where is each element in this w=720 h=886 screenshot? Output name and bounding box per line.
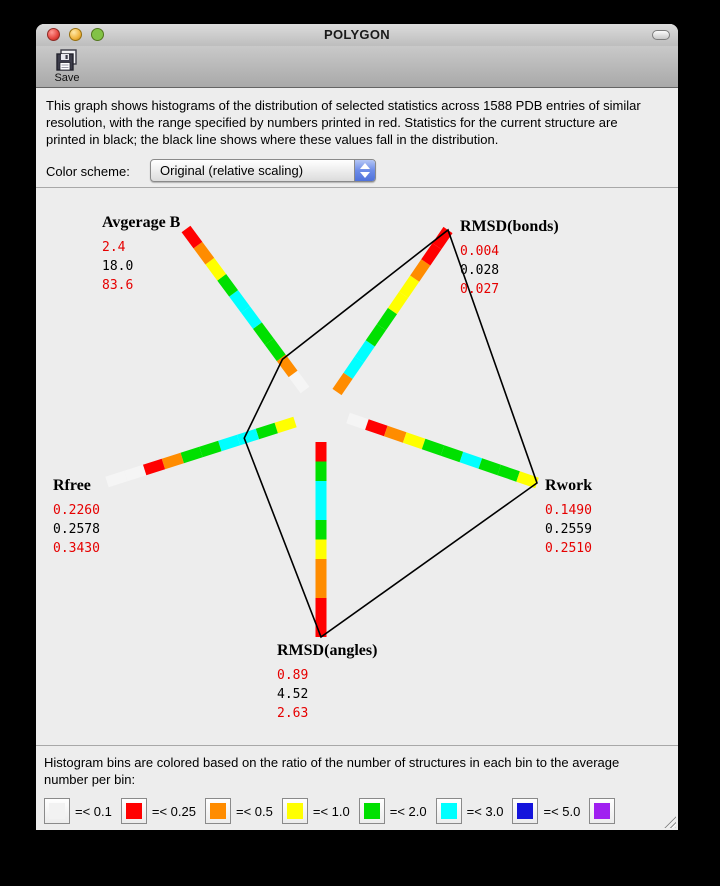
save-button[interactable]: [46, 48, 88, 86]
legend-bin-cyan: [436, 798, 504, 824]
axis-range-max: 83.6: [102, 278, 134, 293]
legend-bin-label: =< 0.25: [151, 803, 196, 819]
save-button-label: Save: [54, 72, 80, 84]
axis-current-value: 0.028: [460, 263, 500, 278]
legend-bin-label: =< 1.0: [312, 803, 350, 819]
swatch-fill: [594, 803, 610, 819]
dropdown-stepper-icon: [354, 160, 375, 181]
axis-range-min: 2.4: [102, 240, 126, 255]
floppy-disk-icon: [46, 48, 88, 72]
title-bar[interactable]: [36, 24, 678, 46]
legend-bin-yellow: [282, 798, 350, 824]
axis-range-max: 2.63: [277, 706, 309, 721]
color-swatch-green: [359, 798, 385, 824]
color-swatch-red: [121, 798, 147, 824]
axis-range-min: 0.89: [277, 668, 309, 683]
legend-bin-blue: [512, 798, 580, 824]
legend-bin-orange: [205, 798, 273, 824]
axis-title: Rwork: [545, 477, 593, 494]
legend-bin-label: =< 3.0: [466, 803, 504, 819]
axis-range-max: 0.2510: [545, 541, 592, 556]
swatch-fill: [517, 803, 533, 819]
color-swatch-yellow: [282, 798, 308, 824]
axis-title: Avgerage B: [102, 214, 181, 231]
axis-range-max: 0.3430: [53, 541, 100, 556]
resize-grip-icon[interactable]: [663, 815, 676, 828]
axis-label-rwork: [545, 477, 592, 558]
chevron-down-icon: [360, 172, 370, 178]
axis-range-min: 0.004: [460, 244, 500, 259]
legend-bin-label: =< 2.0: [389, 803, 427, 819]
axis-range-min: 0.1490: [545, 503, 592, 518]
toolbar: [36, 46, 678, 88]
axis-title: RMSD(bonds): [460, 218, 559, 235]
axis-current-value: 0.2578: [53, 522, 100, 537]
axis-label-rmsd-bonds: [460, 218, 559, 299]
legend-panel: [36, 745, 678, 830]
swatch-fill: [49, 803, 65, 819]
swatch-fill: [364, 803, 380, 819]
legend-bins-row: [44, 798, 624, 824]
legend-bin-green: [359, 798, 427, 824]
axis-label-average-b: [102, 214, 180, 295]
axis-current-value: 18.0: [102, 259, 134, 274]
toolbar-toggle-button[interactable]: [652, 30, 670, 40]
legend-bin-label: =< 0.5: [235, 803, 273, 819]
legend-bin-red: [121, 798, 196, 824]
color-swatch-white: [44, 798, 70, 824]
swatch-fill: [210, 803, 226, 819]
axis-current-value: 4.52: [277, 687, 309, 702]
window-title: POLYGON: [324, 27, 390, 42]
axis-title: RMSD(angles): [277, 642, 378, 659]
color-swatch-orange: [205, 798, 231, 824]
legend-text: Histogram bins are colored based on the ratio of the number of structures in each bin to the average number per bin:: [44, 755, 620, 787]
color-scheme-selected-value: Original (relative scaling): [160, 163, 304, 178]
color-scheme-select[interactable]: [150, 159, 376, 182]
legend-bin-label: =< 0.1: [75, 803, 112, 819]
color-swatch-purple: [589, 798, 615, 824]
axis-range-max: 0.027: [460, 282, 500, 297]
legend-bin-purple: [589, 798, 615, 824]
axis-title: Rfree: [53, 477, 91, 494]
color-scheme-label: Color scheme:: [46, 164, 130, 179]
legend-bin-white: [44, 798, 112, 824]
description-text: This graph shows histograms of the distribution of selected statistics across 1588 PDB entries of similar resolution, with the range specified by numbers printed in red. Statistics for the current structure are printed in black; the black line shows where these values fall in the distribution.: [46, 98, 641, 147]
swatch-fill: [441, 803, 457, 819]
axis-current-value: 0.2559: [545, 522, 592, 537]
color-swatch-blue: [512, 798, 538, 824]
chevron-up-icon: [360, 163, 370, 169]
polygon-window: [36, 24, 678, 830]
legend-bin-label: =< 5.0: [543, 803, 581, 819]
axis-range-min: 0.2260: [53, 503, 100, 518]
axis-label-rmsd-angles: [277, 642, 377, 723]
swatch-fill: [126, 803, 142, 819]
color-swatch-cyan: [436, 798, 462, 824]
info-panel: [36, 89, 678, 188]
swatch-fill: [287, 803, 303, 819]
axis-label-rfree: [53, 477, 100, 558]
